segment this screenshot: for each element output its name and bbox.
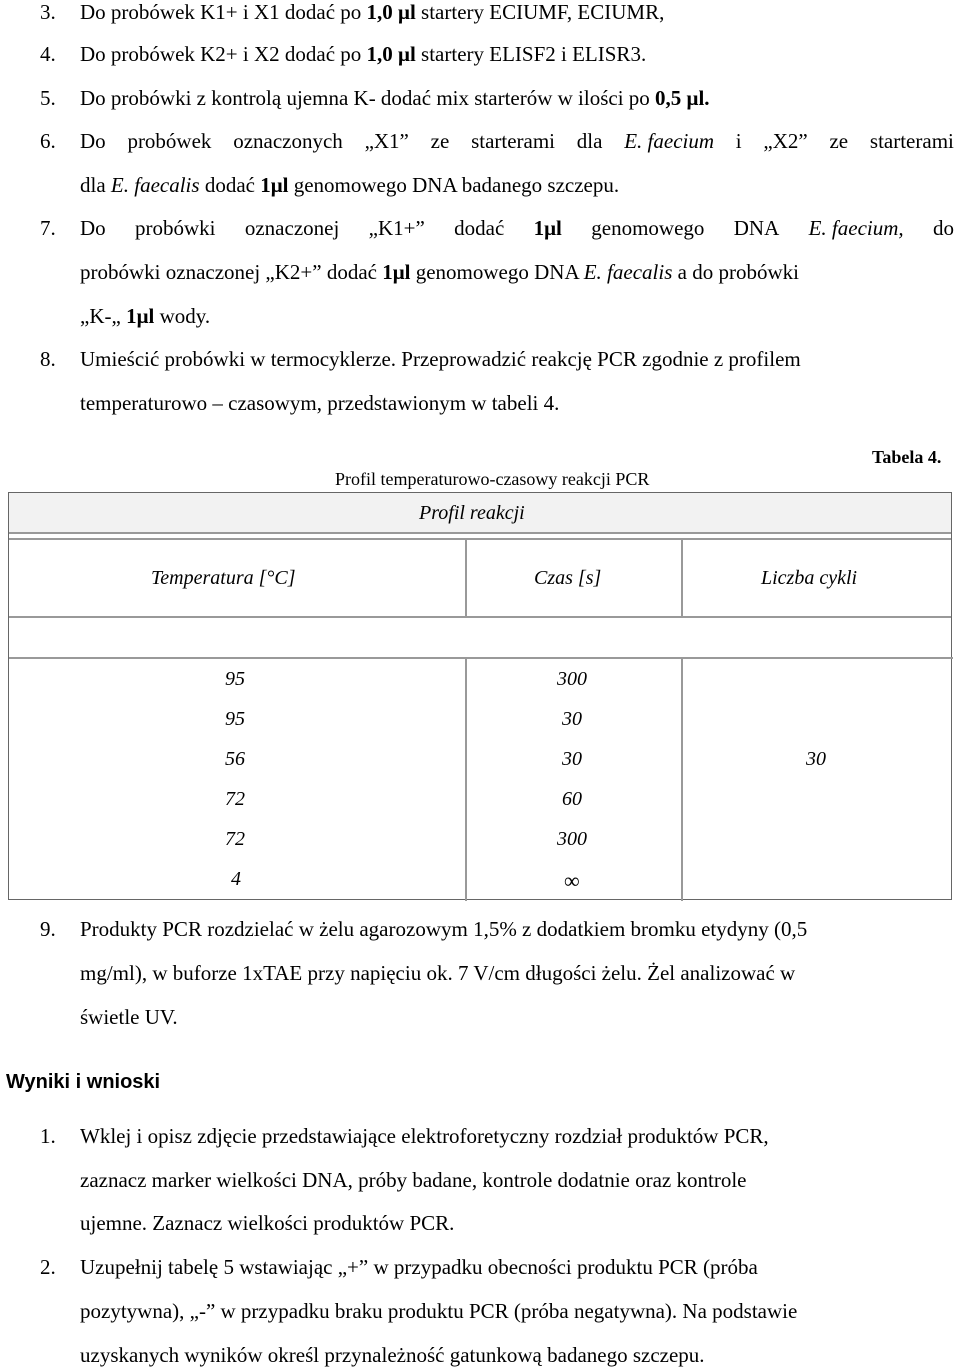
table-cell-time: 30 xyxy=(562,708,582,730)
step-7-line-1: Do probówki oznaczonej „K1+” dodać 1μl genomowego DNA E. faecium, do xyxy=(80,216,954,240)
step-3-text: Do probówek K1+ i X1 dodać po 1,0 μl startery ECIUMF, ECIUMR, xyxy=(80,0,665,24)
step-9-line-1: Produkty PCR rozdzielać w żelu agarozowym 1,5% z dodatkiem bromku etydyny (0,5 xyxy=(80,917,808,941)
step-6-line-1: Do probówek oznaczonych „X1” ze starterami dla E. faecium i „X2” ze starterami xyxy=(80,129,954,153)
step-number: 9. xyxy=(40,917,56,941)
column-header-time: Czas [s] xyxy=(534,567,602,589)
table-cell-cycles: 30 xyxy=(806,748,826,770)
result-2-line-2: pozytywna), „-” w przypadku braku produktu PCR (próba negatywna). Na podstawie xyxy=(80,1299,798,1323)
table-title: Profil temperaturowo-czasowy reakcji PCR xyxy=(335,469,650,489)
table-cell-temperature: 95 xyxy=(225,668,245,690)
step-9-line-2: mg/ml), w buforze 1xTAE przy napięciu ok. 7 V/cm długości żelu. Żel analizować w xyxy=(80,961,796,985)
table-cell-time: 300 xyxy=(557,668,587,690)
table-cell-time: 30 xyxy=(562,748,582,770)
step-number: 7. xyxy=(40,216,56,240)
table-cell-temperature: 4 xyxy=(231,868,241,890)
table-cell-time: 60 xyxy=(562,788,582,810)
table-cell-temperature: 72 xyxy=(225,788,245,810)
pcr-profile-table xyxy=(8,492,952,900)
result-2-line-1: Uzupełnij tabelę 5 wstawiając „+” w przypadku obecności produktu PCR (próba xyxy=(80,1255,758,1279)
step-number: 5. xyxy=(40,86,56,110)
step-number: 3. xyxy=(40,0,56,24)
step-4-text: Do probówek K2+ i X2 dodać po 1,0 μl startery ELISF2 i ELISR3. xyxy=(80,42,647,66)
step-7-line-2: probówki oznaczonej „K2+” dodać 1μl genomowego DNA E. faecalis a do probówki xyxy=(80,260,799,284)
step-9-line-3: świetle UV. xyxy=(80,1005,178,1029)
table-label: Tabela 4. xyxy=(872,447,942,467)
result-number: 1. xyxy=(40,1124,56,1148)
table-cell-temperature: 95 xyxy=(225,708,245,730)
step-number: 4. xyxy=(40,42,56,66)
table-cell-temperature: 72 xyxy=(225,828,245,850)
result-1-line-1: Wklej i opisz zdjęcie przedstawiające elektroforetyczny rozdział produktów PCR, xyxy=(80,1124,769,1148)
step-7-line-3: „K-„ 1μl wody. xyxy=(80,304,211,328)
step-8-line-2: temperaturowo – czasowym, przedstawionym w tabeli 4. xyxy=(80,391,560,415)
column-header-cycles: Liczba cykli xyxy=(761,567,858,589)
table-cell-time: 300 xyxy=(557,828,587,850)
table-cell-temperature: 56 xyxy=(225,748,245,770)
step-number: 8. xyxy=(40,347,56,371)
step-6-line-2: dla E. faecalis dodać 1μl genomowego DNA badanego szczepu. xyxy=(80,173,620,197)
table-header-label: Profil reakcji xyxy=(419,502,525,524)
table-header xyxy=(9,493,951,534)
column-header-temperature: Temperatura [°C] xyxy=(151,567,296,589)
infinity-symbol: ∞ xyxy=(564,868,580,893)
result-1-line-3: ujemne. Zaznacz wielkości produktów PCR. xyxy=(80,1211,455,1235)
result-2-line-3: uzyskanych wyników określ przynależność gatunkową badanego szczepu. xyxy=(80,1343,705,1367)
result-number: 2. xyxy=(40,1255,56,1279)
step-8-line-1: Umieścić probówki w termocyklerze. Przeprowadzić reakcję PCR zgodnie z profilem xyxy=(80,347,801,371)
result-1-line-2: zaznacz marker wielkości DNA, próby badane, kontrole dodatnie oraz kontrole xyxy=(80,1168,747,1192)
results-heading: Wyniki i wnioski xyxy=(6,1071,161,1093)
step-number: 6. xyxy=(40,129,56,153)
step-5-text: Do probówki z kontrolą ujemna K- dodać mix starterów w ilości po 0,5 μl. xyxy=(80,86,710,110)
